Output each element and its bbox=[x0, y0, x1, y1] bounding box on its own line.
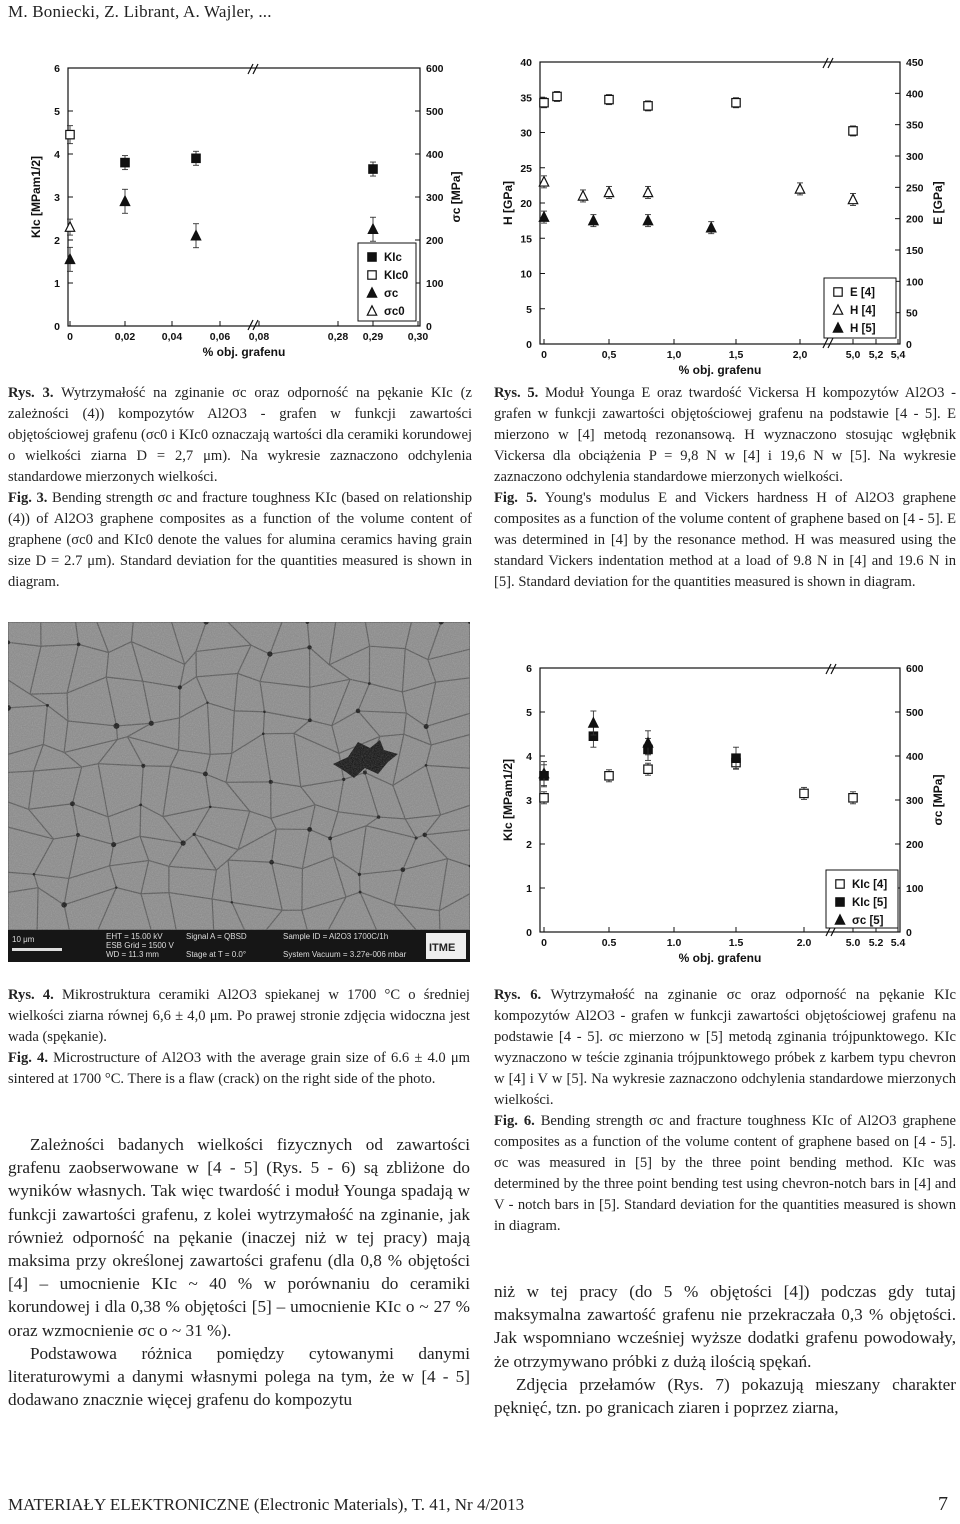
data-point-1 bbox=[848, 194, 857, 203]
x-tick-label: 5.0 bbox=[845, 937, 861, 949]
body-paragraph: Zdjęcia przełamów (Rys. 7) pokazują mieszany charakter pęknięć, tzn. po granicach ziaren i poprzez ziarna, bbox=[494, 1374, 956, 1418]
y-right-axis-label: σc [MPa] bbox=[931, 774, 945, 826]
figure-3-en-text: Bending strength σc and fracture toughness KIc (based on relationship (4)) of Al2O3 graphene composites as a function of the volume content of graphene (σc0 and KIc0 denote the values for alumina ceramics having grain size D = 2.7 μm). Standard deviation for the quantities measured is shown in diagram. bbox=[8, 490, 473, 590]
legend-label: σc0 bbox=[384, 306, 405, 318]
axis-break bbox=[826, 664, 831, 674]
y-right-tick-label: 400 bbox=[906, 751, 924, 763]
legend-label: KIc bbox=[384, 252, 402, 264]
data-point-2 bbox=[539, 212, 548, 221]
y-right-tick-label: 50 bbox=[906, 307, 918, 320]
x-tick-label: 0,06 bbox=[209, 331, 231, 343]
legend-marker bbox=[368, 271, 376, 279]
data-point-2 bbox=[191, 231, 200, 240]
x-tick-label: 2,0 bbox=[792, 349, 808, 361]
y-left-tick-label: 2 bbox=[526, 839, 532, 851]
y-left-tick-label: 10 bbox=[520, 268, 532, 281]
y-left-axis-label: KIc [MPam1/2] bbox=[501, 758, 515, 842]
data-point-0 bbox=[553, 92, 561, 100]
y-right-axis-label: σc [MPa] bbox=[449, 171, 463, 223]
data-point-0 bbox=[849, 127, 857, 135]
wd-label: WD = 11.3 mm bbox=[106, 950, 159, 959]
data-point-2 bbox=[589, 718, 598, 727]
y-right-tick-label: 100 bbox=[906, 883, 924, 895]
y-left-tick-label: 20 bbox=[520, 198, 532, 210]
y-left-tick-label: 3 bbox=[526, 795, 532, 807]
y-right-tick-label: 600 bbox=[906, 663, 924, 675]
figure-6-en-text: Bending strength σc and fracture toughness KIc of Al2O3 graphene composites as a function of the volume content of graphene based on [4 - 5]. σc was measured in [5] by the three point bending method. KIc was determined by the three point bending test using chevron-notch bars in [4] and V - notch bars in [5]. Standard deviation for the quantities measured is shown in diagram. bbox=[494, 1113, 956, 1234]
signal-label: Signal A = QBSD bbox=[186, 932, 247, 941]
y-right-tick-label: 150 bbox=[906, 245, 924, 257]
x-tick-label: 0 bbox=[67, 331, 73, 343]
body-left-column bbox=[8, 1133, 470, 1411]
y-right-tick-label: 300 bbox=[906, 151, 924, 163]
legend-label: σc [5] bbox=[852, 915, 884, 927]
y-left-tick-label: 5 bbox=[54, 106, 60, 118]
figure-5-pl-text: Moduł Younga E oraz twardość Vickersa H kompozytów Al2O3 - grafen w funkcji zawartości objętościowej grafenu na podstawie [4 - 5]. E mierzono w [4] metodą rezonansową. H wyznaczono stosując wgłębnik Vickersa dla obciążenia P = 9,8 N w [4] i 19,6 N w [5]. Na wykresie zaznaczono odchylenia standardowe mierzonych wielkości. bbox=[494, 385, 956, 485]
data-point-3 bbox=[65, 222, 74, 231]
data-point-0 bbox=[121, 158, 129, 166]
data-point-2 bbox=[368, 224, 377, 233]
body-paragraph: Zależności badanych wielkości fizycznych od zawartości grafenu zaobserwowane w [4 - 5] (Rys. 5 - 6) są zbliżone do wyników własnych. Tak więc twardość i moduł Younga spadają w funkcji zawartości grafenu, z kolei wytrzymałość na zginanie, jak również odporność na pękanie (inaczej niż w tej pracy) mają maksima przy określonej zawartości grafenu (dla 0,8 % objętości [4] – umocnienie KIc ~ 40 % w porównaniu do ceramiki korundowej i dla 0,38 % objętości [5] – umocnienie KIc o ~ 27 % oraz wzmocnienie σc o ~ 31 %). bbox=[8, 1135, 470, 1340]
x-tick-label: 1,5 bbox=[728, 349, 744, 361]
y-left-tick-label: 3 bbox=[54, 192, 60, 204]
legend-marker bbox=[836, 880, 844, 888]
y-right-tick-label: 200 bbox=[906, 839, 924, 851]
data-point-0 bbox=[644, 102, 652, 110]
body-paragraph: Podstawowa różnica pomiędzy cytowanymi danymi literaturowymi a danymi własnymi polega na tym, że w [4 - 5] dodawano znacznie więcej grafenu do kompozytu bbox=[8, 1343, 470, 1410]
y-right-tick-label: 0 bbox=[906, 339, 912, 351]
data-point-0 bbox=[800, 789, 808, 797]
legend-marker bbox=[834, 288, 842, 296]
data-point-2 bbox=[589, 215, 598, 224]
legend-label: E [4] bbox=[850, 287, 875, 299]
legend-label: KIc [4] bbox=[852, 879, 888, 891]
figure-6-chart bbox=[488, 652, 956, 977]
y-right-tick-label: 400 bbox=[426, 149, 444, 161]
y-right-tick-label: 600 bbox=[426, 63, 444, 75]
axis-break bbox=[823, 338, 828, 348]
y-left-tick-label: 5 bbox=[526, 707, 532, 719]
itme-logo: ITME bbox=[429, 942, 456, 954]
y-left-tick-label: 0 bbox=[526, 339, 532, 351]
figure-3-pl-label: Rys. 3. bbox=[8, 385, 54, 401]
running-head: M. Boniecki, Z. Librant, A. Wajler, ... bbox=[8, 2, 272, 21]
micrograph-image bbox=[8, 622, 470, 962]
legend-label: H [4] bbox=[850, 305, 876, 317]
y-right-tick-label: 450 bbox=[906, 57, 924, 69]
figure-5-chart bbox=[488, 52, 956, 377]
y-left-tick-label: 6 bbox=[54, 63, 60, 75]
x-tick-label: 0.5 bbox=[601, 937, 617, 949]
figure-6-pl-label: Rys. 6. bbox=[494, 987, 542, 1003]
y-left-tick-label: 0 bbox=[526, 927, 532, 939]
axis-break bbox=[248, 320, 253, 330]
figure-4-pl-text: Mikrostruktura ceramiki Al2O3 spiekanej w 1700 °C o średniej wielkości ziarna równej 6,6 ± 4,0 μm. Po prawej stronie zdjęcia widoczna jest wada (spękanie). bbox=[8, 987, 470, 1045]
legend-label: KIc [5] bbox=[852, 897, 888, 909]
eht-label: EHT = 15.00 kV bbox=[106, 932, 163, 941]
axis-break bbox=[828, 58, 833, 68]
y-right-tick-label: 200 bbox=[426, 235, 444, 247]
legend-marker bbox=[368, 253, 376, 261]
data-point-1 bbox=[732, 754, 740, 762]
y-right-tick-label: 0 bbox=[426, 321, 432, 333]
sem-micrograph bbox=[8, 622, 470, 962]
y-left-tick-label: 35 bbox=[520, 92, 532, 105]
legend-label: H [5] bbox=[850, 323, 876, 335]
scale-bar-label: 10 μm bbox=[12, 935, 35, 944]
x-tick-label: 5,4 bbox=[890, 349, 906, 361]
figure-3-en-label: Fig. 3. bbox=[8, 490, 48, 506]
y-right-tick-label: 0 bbox=[906, 927, 912, 939]
data-point-0 bbox=[849, 794, 857, 802]
y-left-axis-label: KIc [MPam1/2] bbox=[29, 155, 43, 239]
x-tick-label: 0,02 bbox=[114, 331, 136, 343]
page-number: 7 bbox=[938, 1493, 948, 1515]
footer-journal: MATERIAŁY ELEKTRONICZNE (Electronic Materials), T. 41, Nr 4/2013 bbox=[8, 1495, 525, 1514]
y-right-axis-label: E [GPa] bbox=[931, 181, 945, 225]
data-point-0 bbox=[369, 165, 377, 173]
figure-6-caption bbox=[494, 985, 956, 1237]
data-point-1 bbox=[578, 191, 587, 200]
y-left-tick-label: 5 bbox=[526, 303, 532, 316]
vacuum-label: System Vacuum = 3.27e-006 mbar bbox=[283, 950, 407, 959]
figure-3-pl-text: Wytrzymałość na zginanie σc oraz odporność na pękanie KIc (z zależności (4)) kompozytów Al2O3 - grafen w funkcji zawartości objętościowej grafenu (σc0 i KIc0 oznaczają wartości dla ceramiki korundowej o wielkości ziarna D = 2,7 μm). Na wykresie zaznaczono odchylenia standardowe mierzonych wielkości. bbox=[8, 385, 472, 485]
data-point-1 bbox=[66, 130, 74, 138]
x-tick-label: 1.5 bbox=[728, 937, 744, 949]
stage-label: Stage at T = 0.0° bbox=[186, 950, 247, 959]
data-point-1 bbox=[795, 184, 804, 193]
y-left-tick-label: 2 bbox=[54, 235, 60, 247]
figure-4-caption bbox=[8, 985, 470, 1090]
x-tick-label: 5.2 bbox=[868, 937, 884, 949]
data-point-0 bbox=[605, 95, 613, 103]
axis-break bbox=[253, 320, 258, 330]
axis-break bbox=[828, 338, 833, 348]
figure-6-en-label: Fig. 6. bbox=[494, 1113, 535, 1129]
y-left-tick-label: 6 bbox=[526, 663, 532, 675]
x-axis-label: % obj. grafenu bbox=[202, 345, 286, 359]
axis-break bbox=[823, 58, 828, 68]
x-tick-label: 2.0 bbox=[796, 937, 812, 949]
x-axis-label: % obj. grafenu bbox=[678, 363, 762, 377]
axis-break bbox=[253, 64, 258, 74]
x-tick-label: 5,2 bbox=[868, 349, 884, 361]
x-tick-label: 1,0 bbox=[666, 349, 682, 361]
y-right-tick-label: 500 bbox=[426, 106, 444, 118]
figure-5-caption bbox=[494, 383, 956, 593]
x-tick-label: 0,30 bbox=[407, 331, 429, 343]
legend-label: σc bbox=[384, 288, 399, 300]
figure-4-en-label: Fig. 4. bbox=[8, 1050, 48, 1066]
x-axis-label: % obj. grafenu bbox=[678, 951, 762, 965]
legend-label: KIc0 bbox=[384, 270, 409, 282]
x-tick-label: 0,5 bbox=[601, 349, 617, 361]
data-point-2 bbox=[643, 738, 652, 747]
figure-4-en-text: Microstructure of Al2O3 with the average grain size of 6.6 ± 4.0 μm sintered at 1700 °C. There is a flaw (crack) on the right side of the photo. bbox=[8, 1050, 470, 1087]
y-left-tick-label: 0 bbox=[54, 321, 60, 333]
x-tick-label: 0 bbox=[541, 937, 547, 949]
y-right-tick-label: 500 bbox=[906, 707, 924, 719]
sample-label: Sample ID = Al2O3 1700C/1h bbox=[283, 932, 389, 941]
data-point-2 bbox=[707, 222, 716, 231]
y-right-tick-label: 100 bbox=[426, 278, 444, 290]
x-tick-label: 0,08 bbox=[248, 331, 270, 343]
data-point-2 bbox=[120, 196, 129, 205]
data-point-0 bbox=[605, 772, 613, 780]
y-left-tick-label: 4 bbox=[54, 149, 60, 161]
data-point-2 bbox=[65, 254, 74, 263]
y-right-tick-label: 200 bbox=[906, 213, 924, 226]
figure-3-chart bbox=[8, 58, 463, 370]
figure-5-en-text: Young's modulus E and Vickers hardness H of Al2O3 graphene composites as a function of the volume content of graphene based on [4 - 5]. E was determined in [4] by the resonance method. H was measured using the standard Vickers indentation method at a load of 9.8 N in [4] and 19.6 N in [5]. Standard deviation for the quantities measured is shown in diagram. bbox=[494, 490, 957, 590]
esb-label: ESB Grid = 1500 V bbox=[106, 941, 174, 950]
data-point-1 bbox=[643, 187, 652, 196]
x-tick-label: 0 bbox=[541, 349, 547, 361]
y-left-tick-label: 1 bbox=[54, 278, 60, 290]
y-left-tick-label: 1 bbox=[526, 883, 532, 895]
x-tick-label: 0,28 bbox=[327, 331, 349, 343]
x-tick-label: 0,29 bbox=[362, 331, 384, 343]
y-right-tick-label: 350 bbox=[906, 119, 924, 132]
figure-6-pl-text: Wytrzymałość na zginanie σc oraz odporność na pękanie KIc kompozytów Al2O3 - grafen w funkcji zawartości objętościowej grafenu na podstawie [4 - 5]. σc mierzono w [5] metodą zginania trójpunktowego. KIc wyznaczono w teście zginania trójpunktowego próbek z karbem typu chevron w [4] i V w [5]. Na wykresie zaznaczono odchylenia standardowe mierzonych wielkości. bbox=[494, 987, 957, 1108]
data-point-1 bbox=[539, 177, 548, 186]
figure-3-caption bbox=[8, 383, 472, 593]
y-left-tick-label: 15 bbox=[520, 233, 532, 246]
y-right-tick-label: 400 bbox=[906, 88, 924, 101]
y-left-tick-label: 40 bbox=[520, 57, 532, 69]
y-left-tick-label: 25 bbox=[520, 162, 532, 175]
figure-5-pl-label: Rys. 5. bbox=[494, 385, 539, 401]
data-point-1 bbox=[604, 187, 613, 196]
x-tick-label: 0,04 bbox=[161, 331, 183, 343]
y-left-tick-label: 4 bbox=[526, 751, 532, 763]
y-right-tick-label: 300 bbox=[906, 795, 924, 807]
y-right-tick-label: 100 bbox=[906, 276, 924, 289]
data-point-0 bbox=[540, 794, 548, 802]
y-left-tick-label: 30 bbox=[520, 127, 532, 140]
data-point-0 bbox=[644, 765, 652, 773]
body-right-column bbox=[494, 1280, 956, 1419]
legend-marker bbox=[836, 898, 844, 906]
axis-break bbox=[248, 64, 253, 74]
y-left-axis-label: H [GPa] bbox=[501, 180, 515, 226]
x-tick-label: 5,0 bbox=[845, 349, 861, 361]
data-point-0 bbox=[192, 154, 200, 162]
data-point-0 bbox=[732, 99, 740, 107]
x-tick-label: 5.4 bbox=[890, 937, 906, 949]
data-point-2 bbox=[643, 215, 652, 224]
figure-4-pl-label: Rys. 4. bbox=[8, 987, 54, 1003]
y-right-tick-label: 250 bbox=[906, 182, 924, 195]
x-tick-label: 1.0 bbox=[666, 937, 682, 949]
figure-5-en-label: Fig. 5. bbox=[494, 490, 538, 506]
y-right-tick-label: 300 bbox=[426, 192, 444, 204]
data-point-0 bbox=[540, 99, 548, 107]
axis-break bbox=[831, 664, 836, 674]
body-paragraph: niż w tej pracy (do 5 % objętości [4]) podczas gdy tutaj maksymalna zawartość grafenu nie przekraczała 0,3 % objętości. Jak wspomniano wcześniej wyższe dodatki grafenu powodowały, że otrzymywano próbki z dużą ilością spękań. bbox=[494, 1282, 956, 1371]
